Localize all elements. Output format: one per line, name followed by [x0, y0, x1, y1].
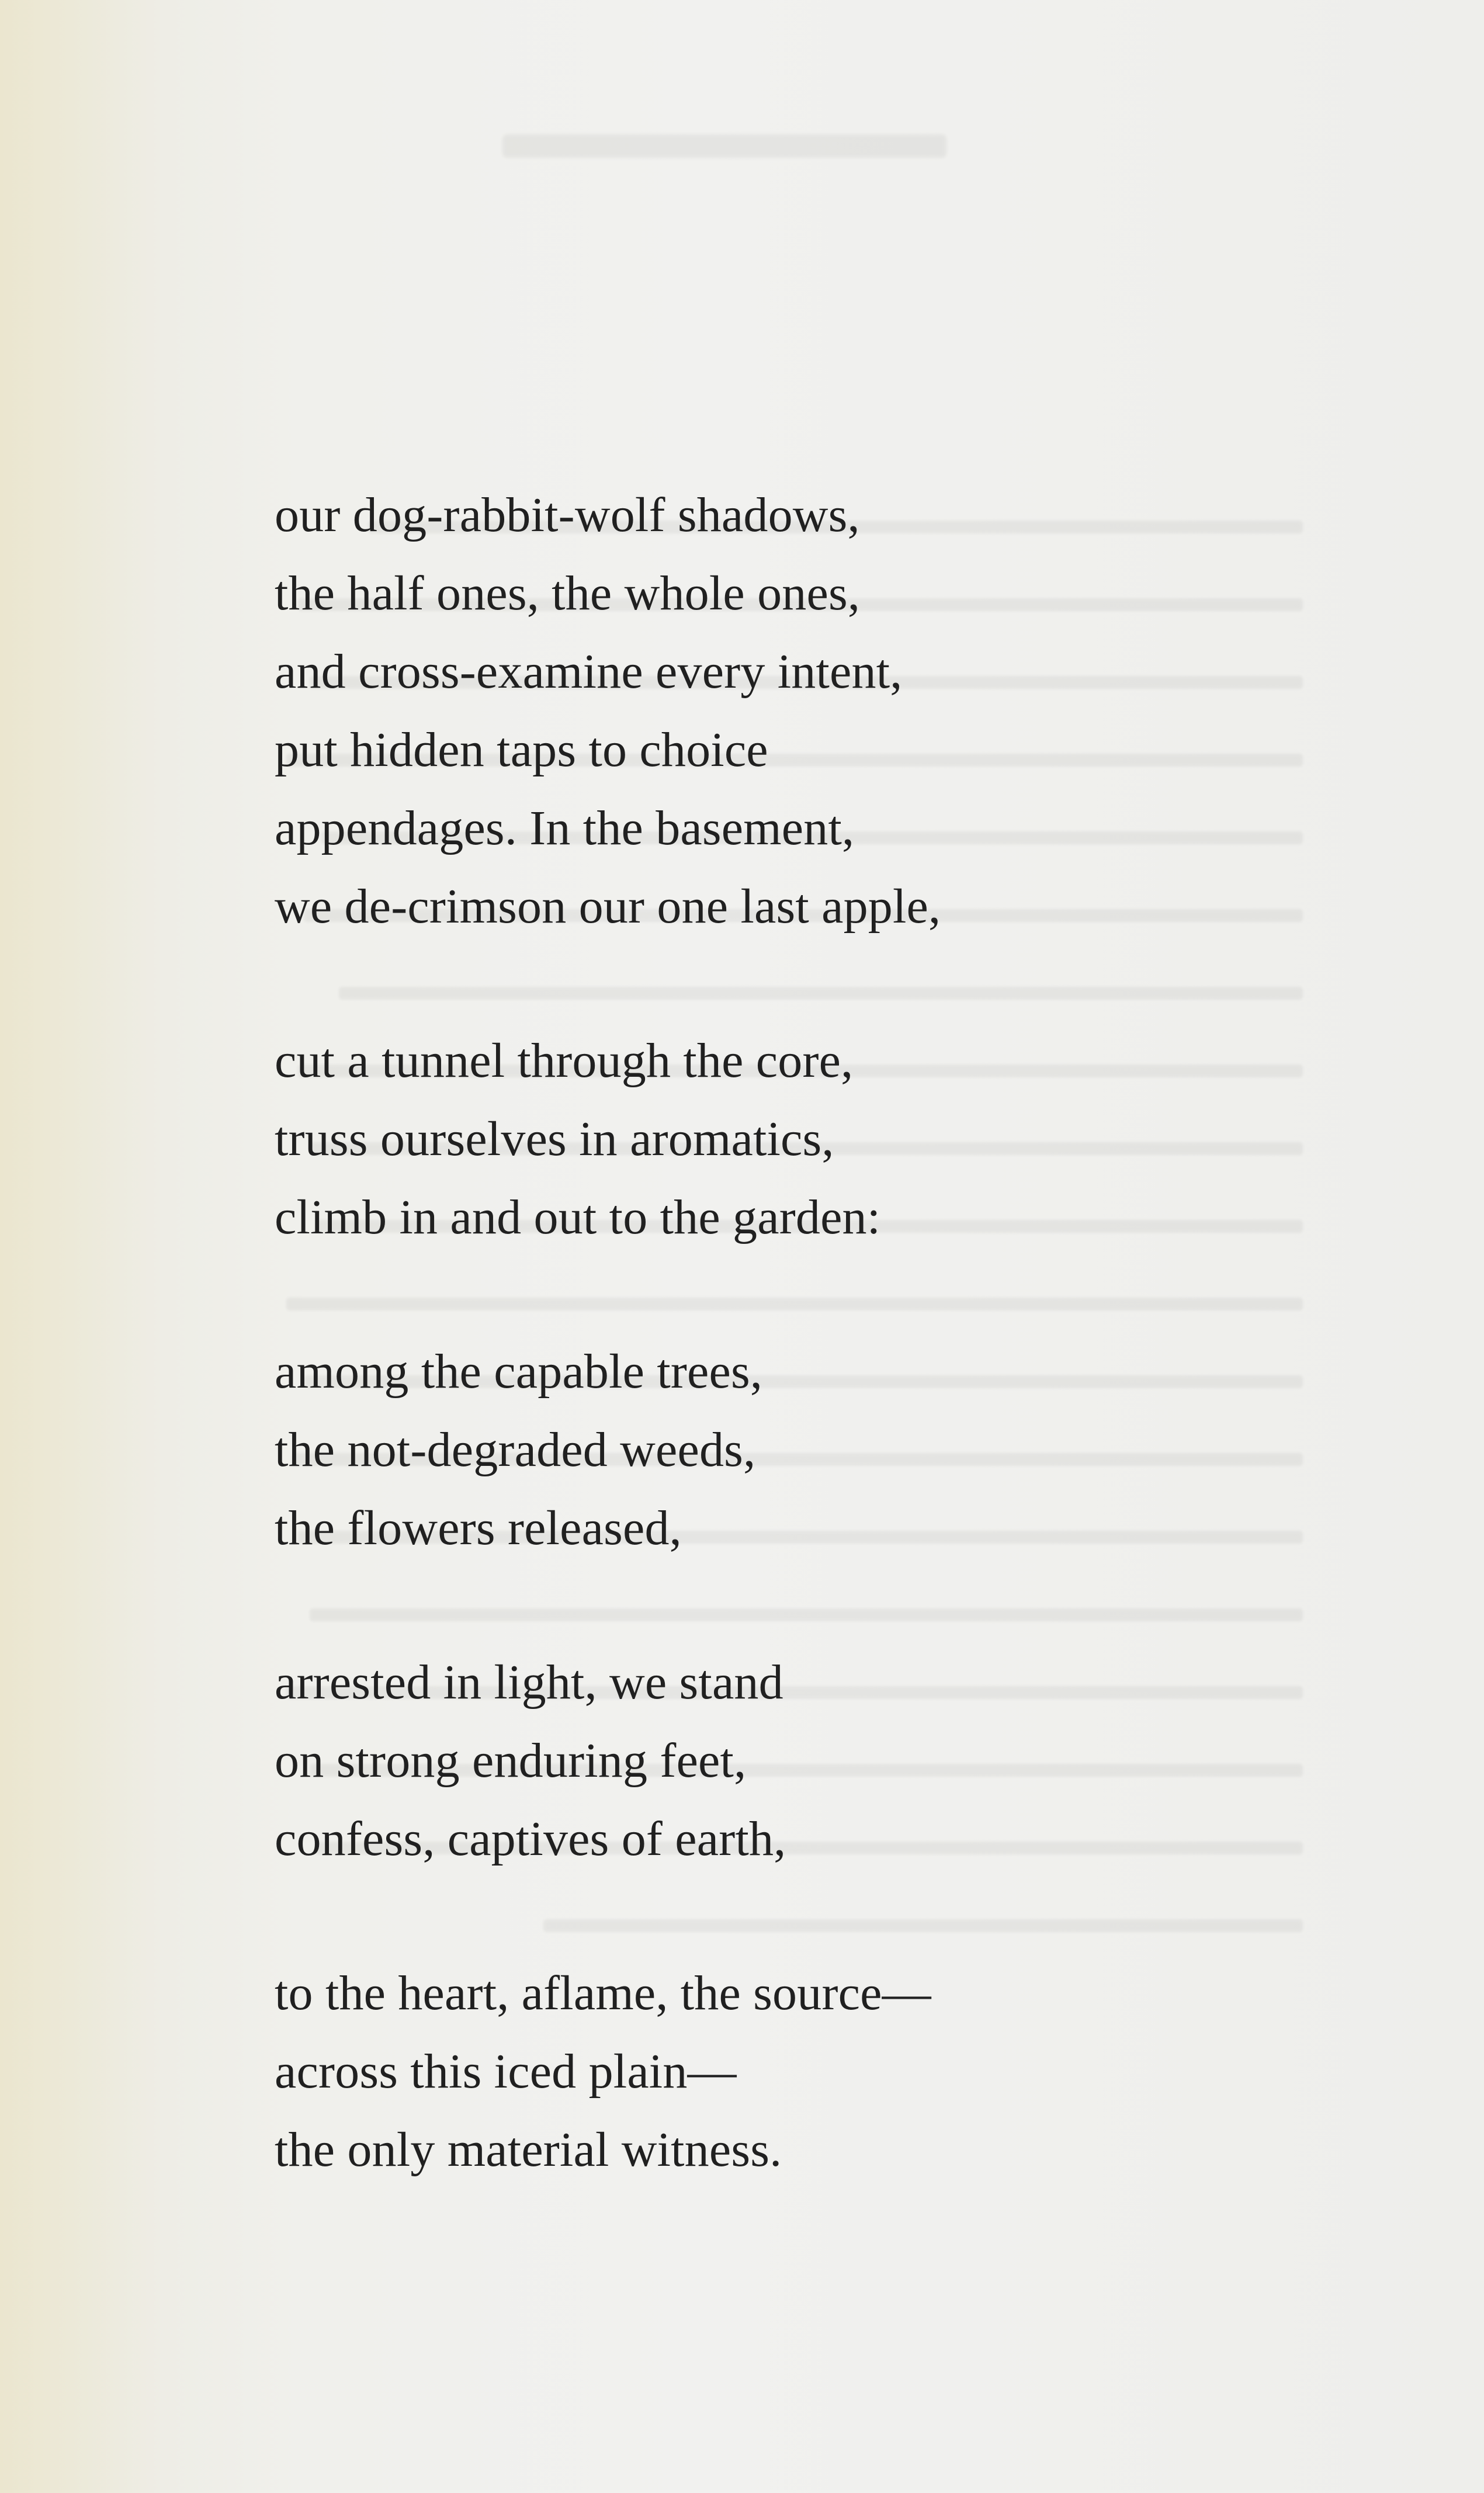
poem-line: the not-degraded weeds,	[275, 1423, 756, 1477]
poem-line: to the heart, aflame, the source—	[275, 1966, 931, 2020]
poem-line: arrested in light, we stand	[275, 1655, 783, 1710]
stanza-6	[275, 1954, 1268, 2189]
poem-line: among the capable trees,	[275, 1344, 763, 1399]
poem-line: put hidden taps to choice	[275, 723, 768, 777]
stanza-2	[275, 711, 1268, 946]
poem-line: cut a tunnel through the core,	[275, 1034, 854, 1088]
poem-line: the only material witness.	[275, 2123, 782, 2177]
stanza-4	[275, 1333, 1268, 1568]
poem-line: our dog-rabbit-wolf shadows,	[275, 488, 860, 542]
poem-line: climb in and out to the garden:	[275, 1190, 881, 1244]
poem-line: the flowers released,	[275, 1501, 682, 1555]
poem-line: truss ourselves in aromatics,	[275, 1112, 834, 1166]
poem-line: the half ones, the whole ones,	[275, 566, 861, 620]
poem-line: appendages. In the basement,	[275, 801, 855, 855]
stanza-3	[275, 1022, 1268, 1257]
poem-line: on strong enduring feet,	[275, 1733, 747, 1788]
stanza-5	[275, 1643, 1268, 1878]
bleed-through-title	[502, 111, 946, 181]
poem-line: across this iced plain—	[275, 2044, 737, 2099]
poem-line: we de-crimson our one last apple,	[275, 879, 941, 934]
poem-line: and cross-examine every intent,	[275, 644, 903, 699]
stanza-1	[275, 476, 1268, 711]
poem-line: confess, captives of earth,	[275, 1812, 786, 1866]
poem-text	[275, 476, 1268, 2189]
